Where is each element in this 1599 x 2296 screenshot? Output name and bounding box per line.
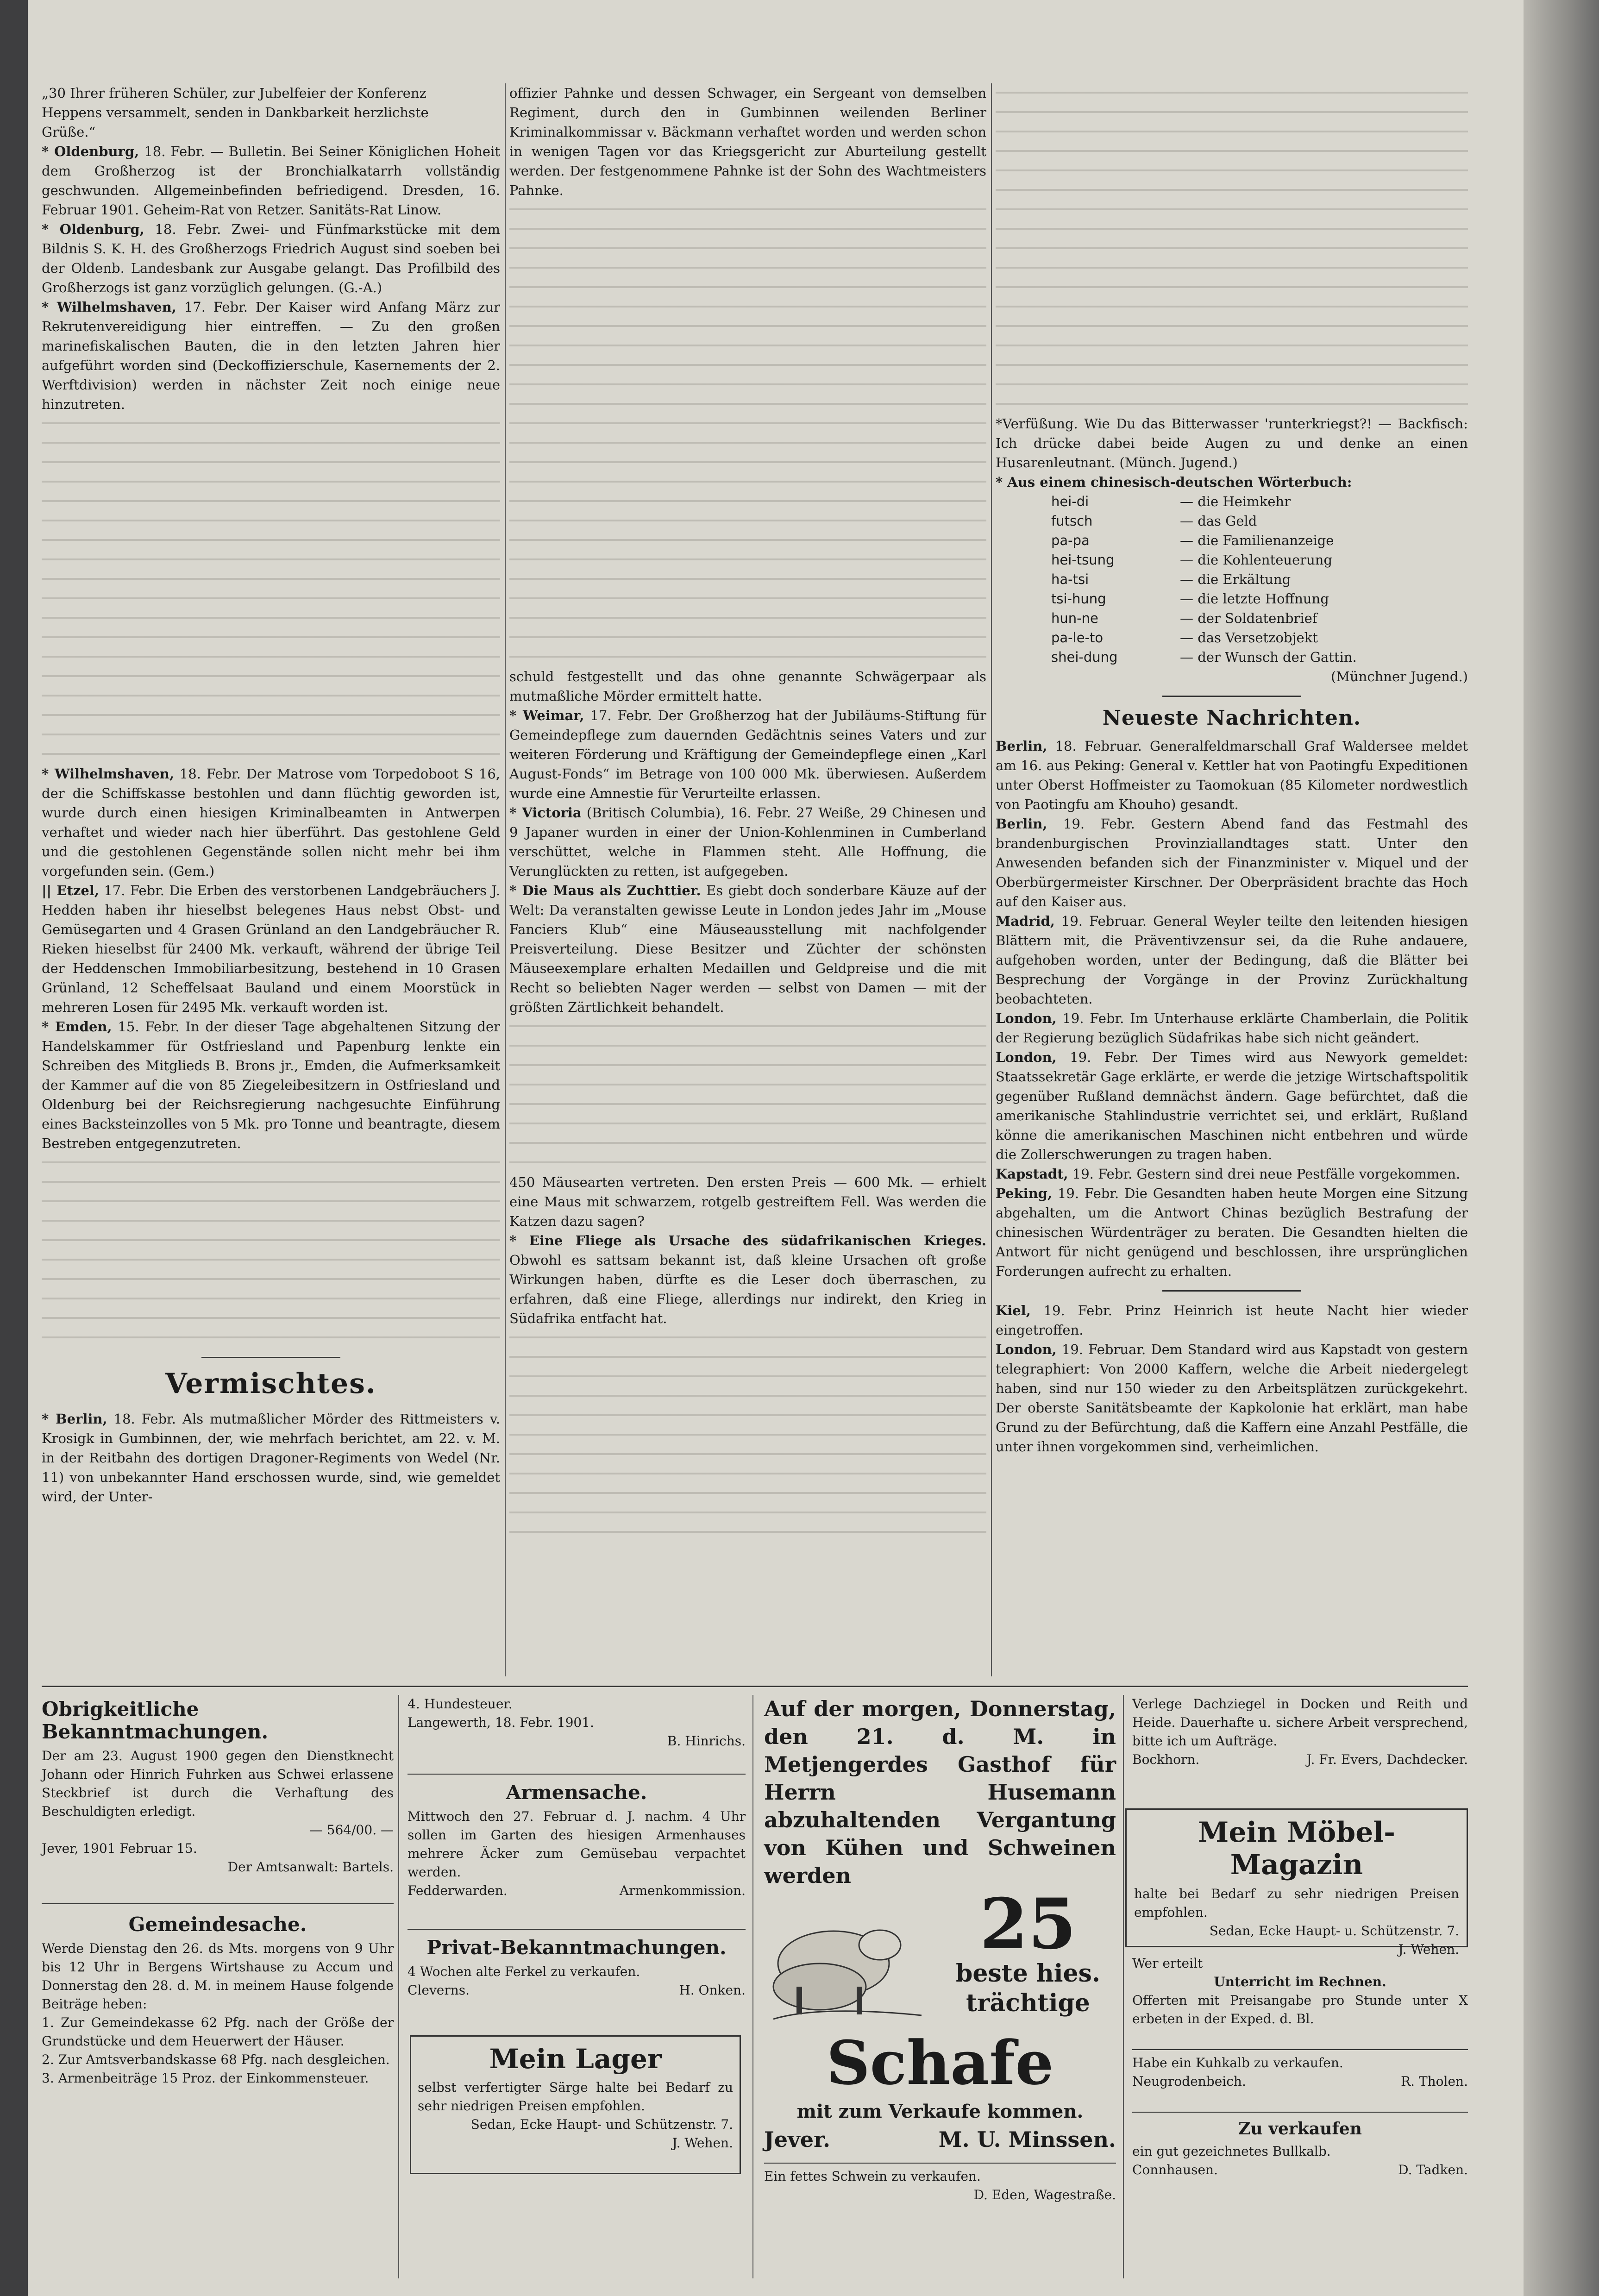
article-text: 18. Febr. Als mutmaßlicher Mörder des Rittmeisters v. Krosigk in Gumbinnen, der, wie mehrfach berichtet, am 22. v. M. in der Reitbahn des dortigen Dragoner-Regiments von Wedel (Nr. 11) von unbekannter Hand erschossen wurde, sind, wie gemeldet wird, der Unter- [42,1411,501,1505]
article-text: Es giebt doch sonderbare Käuze auf der Welt: Da veranstalten gewisse Leute in London jedes Jahr im „Mouse Fanciers Klub“ eine Mäuseausstellung mit nachfolgender Preisverteilung. Diese Besitzer und Züchter der schönsten Mäuseexemplare erhalten Medaillen und Geldpreise und die mit Recht so beliebten Nager werden — selbst von Damen — mit der größten Zärtlichkeit behandelt. [509,883,987,1015]
unread-line [509,1523,986,1542]
article-text: 18. Febr. — Bulletin. Bei Seiner Königlichen Hoheit dem Großherzog ist der Bronchialkatarrh vollständig geschwunden. Allgemeinbefinden befriedigend. Dresden, 16. Februar 1901. Geheim-Rat von Retzer. Sanitäts-Rat Linow. [42,144,500,218]
column-3 [996,83,1468,1676]
ad-footer [408,1981,746,2000]
unread-line [42,1211,500,1231]
meaning: — die Heimkehr [1180,494,1291,509]
unread-line [42,472,500,492]
ad-title: Mein Möbel-Magazin [1198,1816,1396,1881]
unread-line [42,414,500,433]
unread-line [996,278,1468,297]
unread-line [509,1114,986,1134]
article-text: 17. Febr. Der Großherzog hat der Jubiläums-Stiftung für Gemeindepflege zum dauernden Gedächtnis seines Vaters und zur weiteren Förderung und Kräftigung der Gemeindepflege einen „Karl August-Fonds“ im Betrage von 100 000 Mk. überwiesen. Außerdem wurde eine Amnestie für Verurteilte erlassen. [509,708,986,801]
ad-column-divider [398,1695,399,2278]
ad-text: ein gut gezeichnetes Bullkalb. [1132,2144,1331,2159]
unread-line [42,453,500,472]
term: ha-tsi [1051,571,1089,587]
divider [1162,1290,1301,1292]
article-head: Peking, [996,1186,1053,1201]
article-text: schuld festgestellt und das ohne genannte Schwägerpaar als mutmaßliche Mörder ermittelt hatte. [509,669,986,704]
divider [1162,696,1301,697]
article-victoria [509,803,986,881]
unread-line [996,142,1468,161]
ad-footer [1132,1750,1468,1769]
article-head: * Weimar, [509,708,584,723]
unread-line [42,725,500,745]
article-head: Berlin, [996,816,1047,832]
article-verfuessung [996,414,1468,472]
unread-line [42,609,500,628]
ad-title: Privat-Bekanntmachungen. [426,1936,727,1959]
unread-line [42,667,500,686]
unread-line [509,375,986,395]
meaning: — die letzte Hoffnung [1180,591,1329,607]
ad-signature: D. Eden, Wagestraße. [973,2187,1116,2202]
ad-number: 25 [979,1883,1077,1965]
ad-text: 4. Hundesteuer. [408,1696,513,1712]
unread-line [509,531,986,550]
article-text: 19. Febr. Die Gesandten haben heute Morgen eine Sitzung abgehalten, um die Antwort Chinas bezüglich Bestrafung der chinesischen Würdenträger zu beraten. Die Gesandten hielten die Antwort für nicht genügend und beschlossen, ihre ursprünglichen Forderungen aufrecht zu erhalten. [996,1186,1468,1279]
unread-line [509,609,986,628]
unread-line [509,395,986,414]
article-head: * Die Maus als Zuchttier. [509,883,701,898]
article-text: 450 Mäusearten vertreten. Den ersten Preis — 600 Mk. — erhielt eine Maus mit schwarzem, rotgelb gestreiftem Fell. Was werden die Katzen dazu sagen? [509,1174,986,1229]
term: hun-ne [1051,610,1098,626]
unread-line [42,1173,500,1192]
text-line: Grüße.“ [42,124,96,140]
unread-line [996,200,1468,220]
article-wilhelmshaven-kaiser [42,297,500,414]
list-item [996,609,1468,628]
article-text: 17. Febr. Der Kaiser wird Anfang März zur Rekrutenvereidigung hier eintreffen. — Zu den großen marinefiskalischen Bauten, die in den letzten Jahren hier aufgeführt worden sind (Deckoffizierschule, Kasernements der 2. Werftdivision) werden in nächster Zeit noch einige neue hinzutreten. [42,299,501,412]
ad-reference: — 564/00. — [309,1822,394,1838]
ad-item: 3. Armenbeiträge 15 Proz. der Einkommensteuer. [42,2070,369,2086]
article-wilhelmshaven-matrose [42,764,500,881]
article-text: *Verfüßung. Wie Du das Bitterwasser 'runterkriegst?! — Backfisch: Ich drücke dabei beide Augen zu und denke an einen Husarenleutnant. (Münch. Jugend.) [996,416,1468,470]
list-item [996,570,1468,589]
article-oldenburg-coins [42,220,500,297]
unread-line [509,1348,986,1367]
ad-text: Werde Dienstag den 26. ds Mts. morgens von 9 Uhr bis 12 Uhr in Bergens Wirtshause zu Accum und Donnerstag den 28. d. M. in meinem Hause folgende Beiträge heben: [42,1941,394,2012]
ad-obrigkeitliche [42,1695,394,1908]
article-berlin-closing [509,667,986,706]
unread-line [42,706,500,725]
article-text: 19. Febr. Prinz Heinrich ist heute Nacht hier wieder eingetroffen. [996,1303,1468,1338]
ad-item: 1. Zur Gemeindekasse 62 Pfg. nach der Größe der Grundstücke und dem Heuerwert der Häuser. [42,2015,394,2049]
unread-line [42,492,500,511]
book-edge [1524,0,1599,2296]
article-text: 19. Febr. Der Times wird aus Newyork gemeldet: Staatssekretär Gage erklärte, er werde die jetzige Wirtschaftspolitik gegenüber Rußland demnächst ändern. Gage befürchtet, daß die amerikanische Stahlindustrie verrichtet sei, und erklärt, Rußland könne die amerikanischen Maschinen nicht entbehren und würde die Zollerschwerungen zu tragen haben. [996,1049,1468,1162]
unread-line [509,1036,986,1056]
article-head: * Oldenburg, [42,221,144,237]
section-title-vermischtes: Vermischtes. [165,1368,376,1400]
ad-text: Ein fettes Schwein zu verkaufen. [764,2169,981,2184]
news-kiel [996,1301,1468,1340]
unread-line [996,239,1468,258]
article-head: * Berlin, [42,1411,107,1427]
ad-signature: B. Hinrichs. [667,1733,746,1749]
article-berlin-mord [42,1409,500,1506]
ad-subtitle: beste hies. trächtige [956,1959,1100,2017]
unread-line [509,1367,986,1386]
unread-line [42,1192,500,1211]
ad-signature: J. Wehen. [672,2135,733,2151]
unread-line [509,492,986,511]
unread-line [509,239,986,258]
unread-line [509,1328,986,1348]
unread-line [509,453,986,472]
meaning: — das Geld [1180,513,1257,529]
ad-divider [408,1774,746,1775]
news-london-2 [996,1048,1468,1164]
ad-text: Auf der morgen, Donnerstag, den 21. d. M. in Metjengerdes Gasthof für Herrn Husemann abzuhaltenden Vergantung von Kühen und Schweinen werden [764,1696,1116,1888]
unread-line [996,317,1468,336]
unread-line [509,647,986,667]
unread-text-block [509,1328,986,1542]
unread-line [509,258,986,278]
unread-line [509,336,986,356]
unread-line [509,278,986,297]
ad-divider [1132,2049,1468,2050]
meaning: — der Wunsch der Gattin. [1180,649,1357,665]
unread-line [509,589,986,609]
ad-title: Unterricht im Rechnen. [1214,1974,1386,1989]
unread-line [42,1289,500,1309]
unread-line [996,258,1468,278]
unread-line [996,122,1468,142]
previous-page-edge [0,0,28,2296]
term: tsi-hung [1051,591,1106,607]
term: hei-tsung [1051,552,1115,568]
unread-text-block [509,200,986,667]
sheep-illustration-icon [764,1894,931,2024]
article-head: London, [996,1010,1057,1026]
ad-place: Cleverns. [408,1982,470,1998]
woerterbuch-list [996,492,1468,667]
unread-text-block [42,1153,500,1348]
ad-title: Zu verkaufen [1238,2119,1362,2139]
ad-divider [408,1929,746,1930]
list-item [996,628,1468,647]
ad-title: Armensache. [506,1781,647,1804]
ad-gemeindesache [42,1910,394,2281]
ad-text: Offerten mit Preisangabe pro Stunde unter X erbeten in der Exped. d. Bl. [1132,1993,1468,2026]
ad-signature: R. Tholen. [1401,2074,1468,2089]
article-head: Madrid, [996,913,1055,929]
article-text: 15. Febr. In der dieser Tage abgehaltenen Sitzung der Handelskammer für Ostfriesland und Papenburg lenkte ein Schreiben des Mitglieds B. Brons jr., Emden, die Aufmerksamkeit der Kammer auf die von 85 Ziegeleibesitzern in Ostfriesland und Oldenburg bei der Reichsregierung nachgesuchte Einführung eines Backsteinzolles von 5 Mk. pro Tonne und beantragte, diesem Bestreben entgegenzutreten. [42,1019,500,1151]
unread-line [509,356,986,375]
unread-line [509,1464,986,1484]
unread-line [509,220,986,239]
list-item [996,647,1468,667]
ad-text: Wer erteilt [1132,1956,1203,1971]
ad-kuhkalb [1132,2054,1468,2109]
unread-line [996,181,1468,200]
term: futsch [1051,513,1093,529]
article-head: || Etzel, [42,883,99,898]
meaning: — der Soldatenbrief [1180,610,1317,626]
ad-signature: J. Fr. Evers, Dachdecker. [1306,1752,1468,1767]
unread-line [509,414,986,433]
ad-place-date: Langewerth, 18. Febr. 1901. [408,1715,594,1730]
ad-bullkalb [1132,2116,1468,2209]
ad-column-divider [1123,1695,1124,2278]
unread-line [509,472,986,492]
ad-vergantung [764,1695,1116,2158]
term: pa-le-to [1051,630,1104,646]
unread-text-block [509,1017,986,1173]
unread-line [509,1425,986,1445]
unread-line [509,570,986,589]
term: hei-di [1051,494,1089,509]
article-text: 18. Februar. Generalfeldmarschall Graf Waldersee meldet am 16. aus Peking: General v. Kettler hat von Paotingfu Expeditionen unter Oberst Hoffmeister zu Taomokuan (85 Kilometer nordwestlich von Paotingfu am Khouho) gesandt. [996,738,1468,812]
unread-line [42,550,500,570]
ad-place: Neugrodenbeich. [1132,2074,1246,2089]
ad-schwein [764,2167,1116,2223]
ad-tail: mit zum Verkaufe kommen. [796,2101,1084,2122]
meaning: — die Familienanzeige [1180,533,1334,548]
ad-footer [1132,2072,1468,2091]
unread-line [509,297,986,317]
ad-signature: Armenkommission. [619,1883,746,1898]
unread-line [42,589,500,609]
article-head: Berlin, [996,738,1047,754]
ad-footer [408,1882,746,1900]
article-head: * Oldenburg, [42,144,139,159]
news-london-1 [996,1009,1468,1048]
unread-line [996,336,1468,356]
article-text: Obwohl es sattsam bekannt ist, daß kleine Ursachen oft große Wirkungen haben, dürfte es die Leser doch überraschen, zu erfahren, daß eine Fliege, allerdings nur indirekt, den Krieg in Südafrika entfacht hat. [509,1252,986,1326]
article-head: Kapstadt, [996,1166,1068,1182]
term: shei-dung [1051,649,1118,665]
unread-line [509,1056,986,1075]
news-berlin-2 [996,814,1468,911]
unread-line [42,628,500,647]
ad-text: selbst verfertigter Särge halte bei Bedarf zu sehr niedrigen Preisen empfohlen. [418,2080,733,2114]
article-text: offizier Pahnke und dessen Schwager, ein Sergeant von demselben Regiment, durch den in Gumbinnen weilenden Berliner Kriminalkommissar v. Bäckmann verhaftet worden und werden schon in wenigen Tagen vor das Kriegsgericht zur Aburteilung gestellt werden. Der festgenommene Pahnke ist der Sohn des Wachtmeisters Pahnke. [509,85,986,198]
unread-line [42,686,500,706]
unread-line [42,570,500,589]
unread-line [509,550,986,570]
unread-line [996,161,1468,181]
article-head: * Wilhelmshaven, [42,299,176,315]
unread-line [42,1270,500,1289]
ad-text: 4 Wochen alte Ferkel zu verkaufen. [408,1964,640,1979]
article-oldenburg-bulletin [42,142,500,220]
unread-line [509,317,986,336]
column-divider [505,83,506,1676]
unread-line [996,375,1468,395]
ad-sheep-row [764,1883,1116,2028]
ad-place-date: Jever, 1901 Februar 15. [42,1841,197,1856]
ads-separator [42,1686,1468,1687]
ad-footer [764,2126,1116,2153]
unread-text-block [42,414,500,764]
article-text: 18. Febr. Der Matrose vom Torpedoboot S 16, der die Schiffskasse bestohlen und dann flüchtig geworden ist, wurde durch einen hiesigen Kriminalbeamten in Antwerpen verhaftet und wieder nach hier überführt. Das gestohlene Geld und die gestohlenen Gegenstände sollen nicht mehr bei ihm vorgefunden sein. (Gem.) [42,766,501,879]
unread-line [509,628,986,647]
ad-text: Der am 23. August 1900 gegen den Dienstknecht Johann oder Hinrich Fuhrken aus Schwei erlassene Steckbrief ist durch die Verhaftung des Beschuldigten erledigt. [42,1748,394,1819]
article-head: Kiel, [996,1303,1031,1318]
unread-line [509,1445,986,1464]
ad-divider [42,1903,394,1904]
unread-line [42,745,500,764]
column-1 [42,83,500,1676]
unread-line [996,356,1468,375]
ad-signature: Der Amtsanwalt: Bartels. [227,1859,394,1875]
ad-address: Sedan, Ecke Haupt- u. Schützenstr. 7. [1209,1923,1459,1938]
ad-privat [408,1933,746,2031]
unread-line [509,1386,986,1406]
ad-moebel-magazin [1125,1808,1468,1957]
ad-place: Jever. [764,2127,831,2152]
article-head: * Eine Fliege als Ursache des südafrikanischen Krieges. [509,1233,986,1248]
news-madrid [996,911,1468,1009]
text-line: Heppens versammelt, senden in Dankbarkeit herzlichste [42,105,429,120]
ad-hundesteuer [408,1695,746,1769]
unread-line [42,647,500,667]
article-text: 19. Februar. General Weyler teilte den leitenden hiesigen Blättern mit, die Präventivzensur sei, da die Ruhe andauere, aufgehoben worden, unter der Bedingung, daß die Blätter bei Besprechung der Vorgänge in der Provinz Zurückhaltung beobachteten. [996,913,1468,1007]
article-etzel [42,881,500,1017]
unread-line [509,1095,986,1114]
ad-signature: D. Tadken. [1398,2162,1468,2177]
list-item [996,511,1468,531]
ad-big-title: Schafe [826,2027,1054,2098]
ad-text: Verlege Dachziegel in Docken und Reith und Heide. Dauerhafte u. sichere Arbeit versprechend, bitte ich um Aufträge. [1132,1696,1468,1749]
meaning: — die Kohlenteuerung [1180,552,1333,568]
unread-line [509,1503,986,1523]
article-weimar [509,706,986,803]
unread-line [996,395,1468,414]
ad-armensache [408,1778,746,1926]
article-text: 19. Febr. Gestern sind drei neue Pestfälle vorgekommen. [1072,1166,1461,1182]
news-berlin-1 [996,736,1468,814]
list-item [996,550,1468,570]
unread-text-block [996,83,1468,414]
unread-line [996,297,1468,317]
unread-line [509,1406,986,1425]
ad-signature: J. Wehen. [1398,1942,1459,1957]
ad-text: Habe ein Kuhkalb zu verkaufen. [1132,2055,1343,2070]
section-title-neueste: Neueste Nachrichten. [1102,706,1361,730]
unread-line [509,1017,986,1036]
unread-line [509,511,986,531]
ad-unterricht [1132,1954,1468,2047]
article-head: * Wilhelmshaven, [42,766,174,782]
news-peking [996,1184,1468,1281]
unread-line [509,1134,986,1153]
unread-line [42,1250,500,1270]
unread-line [996,103,1468,122]
term: pa-pa [1051,533,1090,548]
unread-line [509,1153,986,1173]
unread-line [42,531,500,550]
ad-title: Gemeindesache. [128,1913,307,1936]
ad-text: halte bei Bedarf zu sehr niedrigen Preisen empfohlen. [1134,1886,1459,1920]
unread-line [509,1484,986,1503]
article-maus [509,881,986,1017]
list-item [996,492,1468,511]
list-item [996,531,1468,550]
column-2 [509,83,986,1676]
text-line: „30 Ihrer früheren Schüler, zur Jubelfeier der Konferenz [42,85,426,101]
article-maus-closing [509,1173,986,1231]
ad-place: Connhausen. [1132,2162,1218,2177]
meaning: — die Erkältung [1180,571,1291,587]
article-head: * Emden, [42,1019,112,1035]
list-item [996,589,1468,609]
ad-mein-lager [410,2035,741,2174]
unread-line [42,511,500,531]
article-emden [42,1017,500,1153]
unread-line [42,1153,500,1173]
unread-line [42,1328,500,1348]
ad-divider [1132,2112,1468,2113]
ad-item: 2. Zur Amtsverbandskasse 68 Pfg. nach desgleichen. [42,2052,390,2067]
woerterbuch-head: * Aus einem chinesisch-deutschen Wörterbuch: [996,474,1352,490]
ad-dachziegel [1132,1695,1468,1806]
article-fliege [509,1231,986,1328]
unread-line [42,1309,500,1328]
meaning: — das Versetzobjekt [1180,630,1318,646]
article-text: 17. Febr. Die Erben des verstorbenen Landgebräuchers J. Hedden haben ihr hieselbst belegenes Haus nebst Obst- und Gemüsegarten und 4 Grasen Grünland an den Landgebräucher R. Rieken hieselbst für 2400 Mk. verkauft, während der übrige Teil der Heddenschen Immobiliarbesitzung, bestehend in 10 Grasen Grünland, 12 Scheffelsaat Bauland und einem Moorstück in mehreren Losen für 2495 Mk. verkauft worden ist. [42,883,501,1015]
article-head: London, [996,1049,1057,1065]
unread-line [996,83,1468,103]
unread-line [509,433,986,453]
article-berlin-continued [509,83,986,200]
ad-footer [1132,2161,1468,2179]
ad-signature: H. Onken. [679,1982,746,1998]
news-kapstadt [996,1164,1468,1184]
unread-line [42,1231,500,1250]
unread-line [509,200,986,220]
news-london-3 [996,1340,1468,1456]
article-text: 19. Februar. Dem Standard wird aus Kapstadt von gestern telegraphiert: Von 2000 Kaffern, welche die Arbeit niedergelegt haben, sind nur 150 wieder zu den Arbeitsplätzen zurückgekehrt. Der oberste Sanitätsbeamte der Kapkolonie hat erklärt, man habe Grund zu der Befürchtung, daß die Kaffern eine Anzahl Pestfälle, die unter ihnen vorgekommen sind, verheimlichen. [996,1342,1468,1455]
divider [201,1357,340,1358]
ad-place: Fedderwarden. [408,1883,508,1898]
article-text: 18. Febr. Zwei- und Fünfmarkstücke mit dem Bildnis S. K. H. des Großherzogs Friedrich August sind soeben bei der Oldenb. Landesbank zur Ausgabe gelangt. Das Profilbild des Großherzogs ist ganz vorzüglich gelungen. (G.-A.) [42,221,500,295]
ad-title: Obrigkeitliche Bekanntmachungen. [42,1698,269,1743]
source-credit: (Münchner Jugend.) [1330,669,1468,684]
unread-line [996,220,1468,239]
column-divider [991,83,992,1676]
ad-divider [764,2163,1116,2164]
ad-column-divider [752,1695,753,2278]
unread-line [509,1075,986,1095]
ad-address: Sedan, Ecke Haupt- und Schützenstr. 7. [470,2117,733,2132]
article-text: (Britisch Columbia), 16. Febr. 27 Weiße, 29 Chinesen und 9 Japaner wurden in einer der Union-Kohlenminen in Cumberland verschüttet, welche in Flammen steht. Alle Hoffnung, die Verunglückten zu retten, ist aufgegeben. [509,805,986,879]
ad-place: Bockhorn. [1132,1752,1200,1767]
ad-number-block [940,1883,1116,2018]
article-text: 19. Febr. Gestern Abend fand das Festmahl des brandenburgischen Provinziallandtages statt. Unter den Anwesenden befanden sich der Finanzminister v. Miquel und der Oberbürgermeister Kirschner. Der Oberpräsident brachte das Hoch auf den Kaiser aus. [996,816,1468,910]
article-text: 19. Febr. Im Unterhause erklärte Chamberlain, die Politik der Regierung bezüglich Südafrikas habe sich nicht geändert. [996,1010,1468,1046]
ad-title: Mein Lager [489,2043,662,2075]
ad-text: Mittwoch den 27. Februar d. J. nachm. 4 Uhr sollen im Garten des hiesigen Armenhauses mehrere Äcker zum Gemüsebau verpachtet werden. [408,1809,746,1880]
intro-lines [42,83,500,142]
unread-line [42,433,500,453]
article-head: * Victoria [509,805,582,821]
ad-signature: M. U. Minssen. [938,2127,1116,2152]
article-head: London, [996,1342,1057,1357]
